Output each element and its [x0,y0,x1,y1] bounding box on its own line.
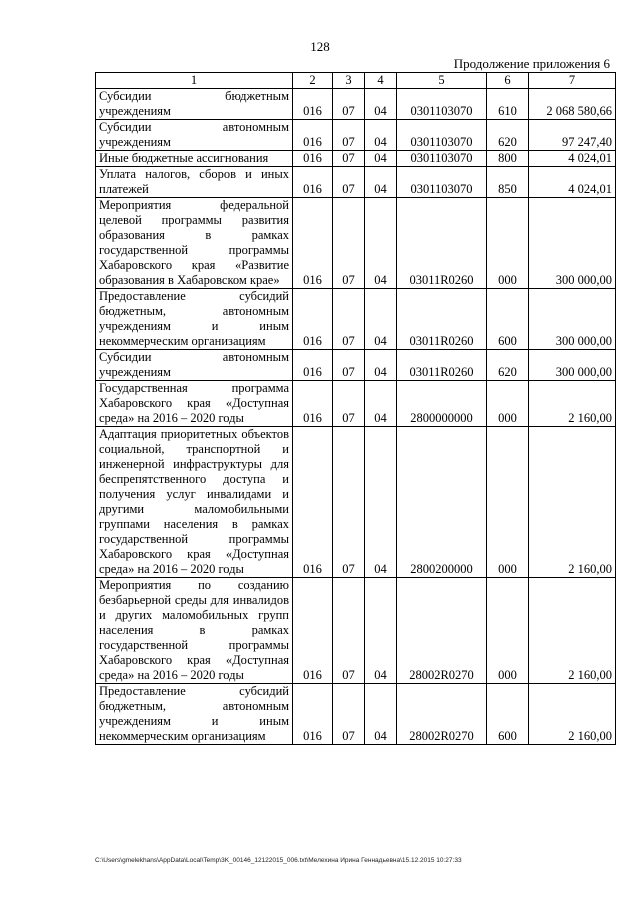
row-subsection: 04 [365,198,397,289]
row-department: 016 [293,89,333,120]
file-path-footer: C:\Users\gmelekhans\AppData\Local\Temp\3K_00146_12122015_006.txt\Мелехина Ирина Геннадьевна\15.12.2015 10:27:33 [95,857,462,864]
row-target-code: 03011R0260 [397,350,487,381]
table-row [96,198,616,289]
table-row [96,578,616,684]
row-expense-type: 000 [487,381,529,427]
table-row [96,381,616,427]
row-department: 016 [293,167,333,198]
row-subsection: 04 [365,120,397,151]
row-expense-type: 610 [487,89,529,120]
col-header-5: 5 [397,73,487,89]
row-department: 016 [293,427,333,578]
row-section: 07 [333,684,365,745]
row-amount: 300 000,00 [529,289,616,350]
table-row [96,167,616,198]
budget-table [95,72,616,745]
row-department: 016 [293,684,333,745]
table-row [96,427,616,578]
col-header-4: 4 [365,73,397,89]
row-expense-type: 620 [487,350,529,381]
row-subsection: 04 [365,684,397,745]
header-row [96,73,616,89]
row-amount: 300 000,00 [529,350,616,381]
row-section: 07 [333,427,365,578]
row-expense-type: 000 [487,198,529,289]
row-department: 016 [293,151,333,167]
row-amount: 2 160,00 [529,578,616,684]
row-name: Уплата налогов, сборов и иных платежей [96,167,293,198]
row-name: Субсидии бюджетным учреждениям [96,89,293,120]
row-name: Субсидии автономным учреждениям [96,350,293,381]
row-expense-type: 000 [487,427,529,578]
row-subsection: 04 [365,427,397,578]
row-target-code: 0301103070 [397,120,487,151]
continuation-caption: Продолжение приложения 6 [453,56,610,71]
table-row [96,350,616,381]
row-expense-type: 600 [487,684,529,745]
row-section: 07 [333,289,365,350]
row-amount: 2 160,00 [529,684,616,745]
row-name: Мероприятия федеральной целевой программы развития образования в рамках государственной программы Хабаровского края «Развитие образования в Хабаровском крае» [96,198,293,289]
row-section: 07 [333,350,365,381]
row-target-code: 03011R0260 [397,198,487,289]
row-name: Мероприятия по созданию безбарьерной среды для инвалидов и других маломобильных групп населения в рамках государственной программы Хабаровского края «Доступная среда» на 2016 – 2020 годы [96,578,293,684]
col-header-7: 7 [529,73,616,89]
row-amount: 2 160,00 [529,427,616,578]
row-subsection: 04 [365,167,397,198]
row-amount: 4 024,01 [529,167,616,198]
row-subsection: 04 [365,151,397,167]
row-subsection: 04 [365,89,397,120]
row-amount: 2 068 580,66 [529,89,616,120]
row-expense-type: 620 [487,120,529,151]
row-target-code: 28002R0270 [397,578,487,684]
col-header-3: 3 [333,73,365,89]
row-department: 016 [293,198,333,289]
page-number: 128 [310,39,330,54]
row-amount: 300 000,00 [529,198,616,289]
row-target-code: 2800200000 [397,427,487,578]
row-target-code: 03011R0260 [397,289,487,350]
row-amount: 97 247,40 [529,120,616,151]
row-subsection: 04 [365,381,397,427]
table-row [96,89,616,120]
row-name: Предоставление субсидий бюджетным, автономным учреждениям и иным некоммерческим организациям [96,289,293,350]
row-name: Государственная программа Хабаровского края «Доступная среда» на 2016 – 2020 годы [96,381,293,427]
col-header-1: 1 [96,73,293,89]
row-name: Адаптация приоритетных объектов социальной, транспортной и инженерной инфраструктуры для беспрепятственного доступа и получения услуг инвалидами и другими маломобильными группами населения в рамках государственной программы Хабаровского края «Доступная среда» на 2016 – 2020 годы [96,427,293,578]
row-subsection: 04 [365,578,397,684]
row-department: 016 [293,381,333,427]
row-section: 07 [333,89,365,120]
row-expense-type: 800 [487,151,529,167]
row-amount: 2 160,00 [529,381,616,427]
row-department: 016 [293,120,333,151]
row-target-code: 28002R0270 [397,684,487,745]
row-department: 016 [293,289,333,350]
row-amount: 4 024,01 [529,151,616,167]
table-row [96,289,616,350]
row-subsection: 04 [365,289,397,350]
col-header-6: 6 [487,73,529,89]
col-header-2: 2 [293,73,333,89]
row-section: 07 [333,120,365,151]
row-name: Субсидии автономным учреждениям [96,120,293,151]
row-target-code: 0301103070 [397,151,487,167]
row-name: Предоставление субсидий бюджетным, автономным учреждениям и иным некоммерческим организациям [96,684,293,745]
row-name: Иные бюджетные ассигнования [96,151,293,167]
row-expense-type: 000 [487,578,529,684]
row-section: 07 [333,381,365,427]
row-target-code: 0301103070 [397,167,487,198]
table-row [96,151,616,167]
row-target-code: 0301103070 [397,89,487,120]
row-department: 016 [293,350,333,381]
row-section: 07 [333,167,365,198]
table-row [96,120,616,151]
row-section: 07 [333,578,365,684]
table-row [96,684,616,745]
row-target-code: 2800000000 [397,381,487,427]
row-subsection: 04 [365,350,397,381]
row-department: 016 [293,578,333,684]
row-expense-type: 850 [487,167,529,198]
row-section: 07 [333,198,365,289]
row-expense-type: 600 [487,289,529,350]
row-section: 07 [333,151,365,167]
